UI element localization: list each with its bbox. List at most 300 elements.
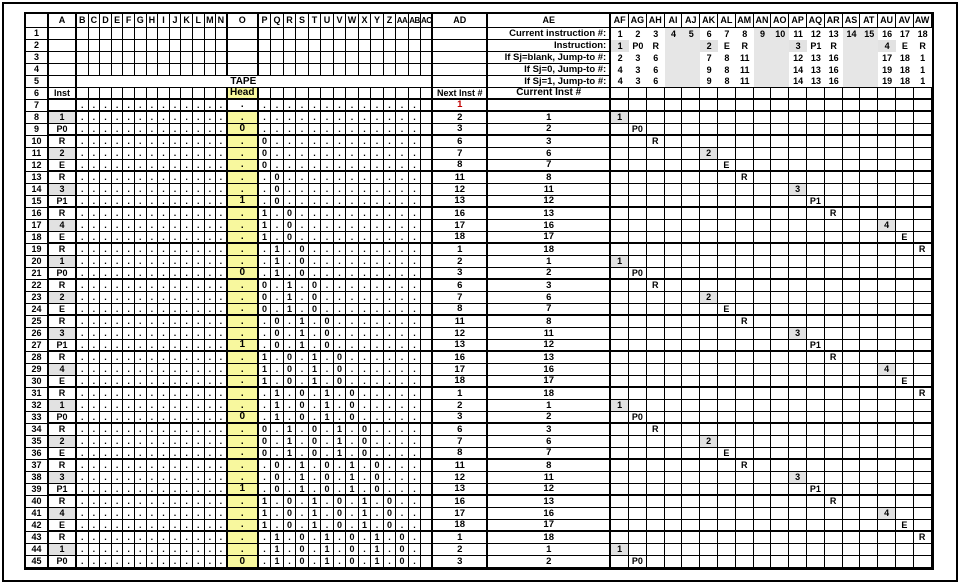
tape-cell[interactable]: . (89, 256, 101, 268)
row-header-33[interactable]: 33 (26, 412, 49, 424)
trace-cell[interactable] (682, 436, 700, 448)
tape-cell[interactable]: 0 (259, 292, 272, 304)
trace-cell[interactable] (878, 556, 896, 568)
trace-cell[interactable] (736, 448, 754, 460)
tape-cell[interactable]: . (371, 352, 384, 364)
trace-cell[interactable] (611, 328, 629, 340)
tape-cell[interactable]: . (359, 220, 372, 232)
tape-cell[interactable]: . (216, 292, 228, 304)
trace-cell[interactable] (718, 88, 736, 100)
trace-cell[interactable] (682, 328, 700, 340)
trace-cell[interactable] (771, 388, 789, 400)
tape-cell[interactable]: 1 (334, 424, 347, 436)
tape-cell[interactable]: . (147, 280, 159, 292)
trace-cell[interactable] (611, 364, 629, 376)
current-inst-cell[interactable]: 6 (488, 148, 611, 160)
trace-cell[interactable] (807, 232, 825, 244)
trace-cell[interactable]: P1 (807, 196, 825, 208)
tape-cell[interactable] (371, 40, 384, 52)
tape-cell[interactable]: . (396, 304, 409, 316)
next-inst-header[interactable]: Next Inst # (433, 88, 488, 100)
column-header-B[interactable]: B (77, 14, 89, 28)
tape-cell[interactable]: . (296, 520, 309, 532)
trace-cell[interactable] (682, 484, 700, 496)
tape-cell[interactable]: . (259, 100, 272, 112)
tape-cell[interactable]: . (147, 172, 159, 184)
tape-cell[interactable]: . (193, 436, 205, 448)
trace-cell[interactable] (629, 424, 647, 436)
trace-cell[interactable] (718, 364, 736, 376)
instruction-table-cell[interactable]: 18 (899, 52, 910, 63)
tape-cell[interactable]: . (170, 196, 182, 208)
head-cell[interactable]: . (228, 220, 259, 232)
tape-cell[interactable]: 1 (271, 400, 284, 412)
tape-cell[interactable]: . (259, 172, 272, 184)
instruction-table-cell[interactable]: 3 (653, 28, 659, 39)
trace-cell[interactable] (878, 340, 896, 352)
head-cell[interactable]: . (228, 544, 259, 556)
trace-cell[interactable] (718, 148, 736, 160)
tape-cell[interactable] (284, 40, 297, 52)
trace-cell[interactable] (843, 400, 861, 412)
tape-cell[interactable]: . (123, 400, 135, 412)
tape-cell[interactable]: . (181, 376, 193, 388)
tape-cell[interactable]: . (158, 160, 170, 172)
tape-cell[interactable]: . (409, 400, 422, 412)
tape-cell[interactable]: . (321, 220, 334, 232)
tape-cell[interactable]: . (181, 292, 193, 304)
tape-cell[interactable]: . (135, 292, 147, 304)
trace-cell[interactable] (700, 556, 718, 568)
tape-cell[interactable] (147, 28, 159, 40)
tape-cell[interactable]: . (181, 400, 193, 412)
trace-cell[interactable] (807, 496, 825, 508)
trace-cell[interactable] (754, 544, 772, 556)
tape-cell[interactable]: . (396, 244, 409, 256)
tape-cell[interactable]: 0 (296, 412, 309, 424)
tape-cell[interactable]: . (371, 400, 384, 412)
trace-cell[interactable] (914, 472, 932, 484)
tape-cell[interactable]: . (193, 256, 205, 268)
trace-cell[interactable] (771, 364, 789, 376)
tape-cell[interactable]: . (309, 256, 322, 268)
trace-cell[interactable] (789, 148, 807, 160)
tape-cell[interactable]: 1 (259, 232, 272, 244)
tape-cell[interactable]: . (158, 544, 170, 556)
tape-cell[interactable]: . (112, 160, 124, 172)
trace-cell[interactable] (718, 544, 736, 556)
trace-cell[interactable] (914, 556, 932, 568)
trace-cell[interactable] (754, 208, 772, 220)
tape-cell[interactable]: . (409, 484, 422, 496)
instruction-table-cell[interactable]: 5 (682, 28, 700, 40)
tape-cell[interactable]: . (170, 100, 182, 112)
tape-cell[interactable]: . (384, 472, 397, 484)
tape-cell[interactable]: . (123, 196, 135, 208)
tape-cell[interactable]: 0 (271, 472, 284, 484)
tape-cell[interactable]: . (147, 436, 159, 448)
trace-cell[interactable] (647, 88, 665, 100)
tape-cell[interactable]: . (409, 328, 422, 340)
tape-cell[interactable]: . (216, 208, 228, 220)
trace-cell[interactable] (665, 148, 683, 160)
trace-cell[interactable]: 1 (611, 400, 629, 412)
tape-cell[interactable]: . (193, 424, 205, 436)
tape-cell[interactable] (396, 52, 409, 64)
trace-cell[interactable] (807, 112, 825, 124)
trace-cell[interactable] (771, 412, 789, 424)
tape-cell[interactable]: . (334, 544, 347, 556)
trace-cell[interactable] (789, 232, 807, 244)
trace-cell[interactable] (629, 340, 647, 352)
trace-cell[interactable] (718, 496, 736, 508)
trace-cell[interactable] (647, 532, 665, 544)
tape-cell[interactable] (309, 64, 322, 76)
tape-cell[interactable]: . (147, 412, 159, 424)
trace-cell[interactable] (878, 376, 896, 388)
tape-cell[interactable]: . (396, 316, 409, 328)
tape-cell[interactable]: . (205, 148, 217, 160)
tape-cell[interactable]: 1 (271, 244, 284, 256)
tape-cell[interactable]: . (359, 292, 372, 304)
trace-cell[interactable] (754, 100, 772, 112)
tape-cell[interactable]: . (77, 412, 89, 424)
tape-cell[interactable]: . (296, 196, 309, 208)
tape-cell[interactable]: . (359, 244, 372, 256)
inst-cell[interactable]: E (49, 448, 77, 460)
instruction-table-cell[interactable]: 16 (828, 52, 839, 63)
tape-cell[interactable]: . (205, 352, 217, 364)
tape-cell[interactable]: . (384, 316, 397, 328)
trace-cell[interactable] (878, 208, 896, 220)
tape-cell[interactable]: . (135, 424, 147, 436)
tape-cell[interactable]: . (296, 220, 309, 232)
trace-cell[interactable] (629, 460, 647, 472)
tape-cell[interactable]: 0 (346, 544, 359, 556)
tape-cell[interactable]: . (371, 280, 384, 292)
tape-cell[interactable]: . (396, 124, 409, 136)
tape-cell[interactable]: . (147, 532, 159, 544)
tape-cell[interactable]: . (409, 436, 422, 448)
tape-cell[interactable] (135, 40, 147, 52)
tape-cell[interactable]: . (170, 400, 182, 412)
inst-cell[interactable]: 4 (49, 364, 77, 376)
trace-cell[interactable] (682, 388, 700, 400)
tape-cell[interactable]: . (181, 472, 193, 484)
current-inst-cell[interactable]: 12 (488, 484, 611, 496)
trace-cell[interactable] (665, 376, 683, 388)
trace-cell[interactable] (896, 304, 914, 316)
trace-cell[interactable] (700, 256, 718, 268)
tape-cell[interactable]: 0 (259, 436, 272, 448)
tape-cell[interactable]: . (100, 424, 112, 436)
tape-cell[interactable]: . (193, 460, 205, 472)
trace-cell[interactable] (860, 184, 878, 196)
cell-A4[interactable] (49, 64, 77, 76)
tape-cell[interactable]: . (409, 280, 422, 292)
trace-cell[interactable] (629, 208, 647, 220)
tape-cell[interactable]: 1 (359, 520, 372, 532)
trace-cell[interactable] (914, 412, 932, 424)
tape-cell[interactable]: . (321, 520, 334, 532)
trace-cell[interactable] (825, 484, 843, 496)
row-header-32[interactable]: 32 (26, 400, 49, 412)
trace-cell[interactable] (682, 364, 700, 376)
tape-cell[interactable]: . (271, 100, 284, 112)
trace-cell[interactable] (771, 520, 789, 532)
trace-cell[interactable] (647, 412, 665, 424)
next-inst-cell[interactable]: 3 (433, 124, 488, 136)
tape-cell[interactable]: . (284, 136, 297, 148)
current-inst-header[interactable]: Current Inst # (488, 88, 611, 100)
trace-cell[interactable] (825, 376, 843, 388)
trace-cell[interactable] (843, 232, 861, 244)
trace-cell[interactable] (682, 532, 700, 544)
trace-cell[interactable] (754, 400, 772, 412)
tape-cell[interactable]: . (384, 352, 397, 364)
tape-cell[interactable]: . (409, 448, 422, 460)
tape-cell[interactable]: 1 (259, 352, 272, 364)
trace-cell[interactable] (718, 184, 736, 196)
row-header-23[interactable]: 23 (26, 292, 49, 304)
tape-cell[interactable]: . (409, 208, 422, 220)
trace-cell[interactable] (825, 400, 843, 412)
trace-cell[interactable] (754, 280, 772, 292)
tape-cell[interactable]: . (359, 304, 372, 316)
tape-cell[interactable]: . (147, 112, 159, 124)
tape-cell[interactable]: . (181, 340, 193, 352)
tape-cell[interactable] (421, 100, 433, 112)
instruction-table-cell[interactable]: 4 (617, 64, 623, 75)
tape-cell[interactable]: . (170, 220, 182, 232)
trace-cell[interactable]: R (825, 208, 843, 220)
head-cell[interactable]: . (228, 256, 259, 268)
tape-cell[interactable]: . (309, 472, 322, 484)
tape-cell[interactable]: . (170, 268, 182, 280)
tape-cell[interactable]: . (334, 172, 347, 184)
instruction-table-cell[interactable]: 11 (736, 76, 754, 88)
trace-cell[interactable] (878, 160, 896, 172)
tape-cell[interactable]: . (384, 292, 397, 304)
trace-cell[interactable] (825, 148, 843, 160)
tape-cell[interactable]: . (205, 124, 217, 136)
next-inst-cell[interactable]: 18 (433, 520, 488, 532)
next-inst-cell[interactable]: 3 (433, 268, 488, 280)
tape-cell[interactable]: 0 (359, 424, 372, 436)
tape-cell[interactable] (309, 88, 322, 100)
tape-cell[interactable]: 0 (284, 376, 297, 388)
tape-cell[interactable]: . (259, 112, 272, 124)
tape-cell[interactable]: . (409, 124, 422, 136)
tape-cell[interactable]: . (205, 556, 217, 568)
trace-cell[interactable] (611, 340, 629, 352)
trace-cell[interactable] (860, 268, 878, 280)
tape-cell[interactable]: . (296, 232, 309, 244)
tape-cell[interactable] (284, 88, 297, 100)
tape-cell[interactable]: . (77, 448, 89, 460)
tape-cell[interactable]: . (89, 148, 101, 160)
tape-cell[interactable]: . (193, 508, 205, 520)
tape-cell[interactable]: 0 (396, 544, 409, 556)
tape-cell[interactable]: . (205, 436, 217, 448)
row-header-30[interactable]: 30 (26, 376, 49, 388)
tape-cell[interactable]: . (100, 256, 112, 268)
trace-cell[interactable] (771, 472, 789, 484)
trace-cell[interactable] (789, 412, 807, 424)
instruction-table-cell[interactable] (754, 40, 772, 52)
tape-cell[interactable]: . (334, 148, 347, 160)
tape-cell[interactable]: . (309, 556, 322, 568)
tape-cell[interactable]: . (384, 244, 397, 256)
trace-cell[interactable]: E (718, 304, 736, 316)
head-cell[interactable]: . (228, 160, 259, 172)
tape-cell[interactable]: . (135, 184, 147, 196)
head-cell[interactable]: . (228, 376, 259, 388)
tape-cell[interactable]: . (205, 244, 217, 256)
inst-cell[interactable]: P0 (49, 556, 77, 568)
trace-cell[interactable] (647, 556, 665, 568)
tape-cell[interactable]: 0 (271, 316, 284, 328)
tape-cell[interactable]: . (89, 496, 101, 508)
tape-cell[interactable]: 0 (284, 364, 297, 376)
tape-cell[interactable]: . (112, 472, 124, 484)
next-inst-cell[interactable]: 3 (433, 556, 488, 568)
tape-cell[interactable]: . (181, 316, 193, 328)
tape-cell[interactable]: . (112, 532, 124, 544)
tape-cell[interactable] (259, 40, 272, 52)
instruction-table-cell[interactable] (771, 64, 789, 76)
trace-cell[interactable] (914, 508, 932, 520)
tape-cell[interactable]: . (147, 124, 159, 136)
trace-cell[interactable] (914, 208, 932, 220)
trace-cell[interactable] (682, 88, 700, 100)
tape-cell[interactable]: 0 (384, 508, 397, 520)
tape-cell[interactable]: . (181, 544, 193, 556)
trace-cell[interactable] (843, 292, 861, 304)
trace-cell[interactable] (736, 544, 754, 556)
tape-cell[interactable]: . (89, 484, 101, 496)
trace-cell[interactable] (771, 424, 789, 436)
tape-cell[interactable]: . (321, 508, 334, 520)
trace-cell[interactable] (611, 280, 629, 292)
trace-cell[interactable] (611, 172, 629, 184)
tape-cell[interactable]: . (396, 352, 409, 364)
tape-cell[interactable]: 0 (296, 388, 309, 400)
tape-cell[interactable] (409, 64, 422, 76)
row-header-21[interactable]: 21 (26, 268, 49, 280)
tape-cell[interactable]: . (346, 520, 359, 532)
trace-cell[interactable] (789, 100, 807, 112)
tape-cell[interactable]: . (77, 172, 89, 184)
tape-cell[interactable] (135, 64, 147, 76)
tape-cell[interactable]: . (284, 184, 297, 196)
trace-cell[interactable] (789, 424, 807, 436)
tape-cell[interactable]: . (371, 340, 384, 352)
instruction-table-cell[interactable]: 13 (828, 28, 839, 39)
row-header-40[interactable]: 40 (26, 496, 49, 508)
trace-cell[interactable] (771, 544, 789, 556)
instruction-table-cell[interactable]: 11 (739, 52, 750, 63)
current-inst-cell[interactable]: 11 (488, 184, 611, 196)
trace-cell[interactable] (843, 472, 861, 484)
trace-cell[interactable] (896, 556, 914, 568)
trace-cell[interactable] (629, 544, 647, 556)
column-header-AR[interactable]: AR (825, 14, 843, 28)
tape-cell[interactable]: . (147, 352, 159, 364)
trace-cell[interactable] (629, 316, 647, 328)
tape-cell[interactable]: . (359, 460, 372, 472)
trace-cell[interactable] (665, 484, 683, 496)
tape-cell[interactable]: . (371, 244, 384, 256)
instruction-table-cell[interactable] (754, 52, 772, 64)
next-inst-cell[interactable]: 12 (433, 184, 488, 196)
tape-cell[interactable]: . (123, 148, 135, 160)
trace-cell[interactable] (736, 304, 754, 316)
trace-cell[interactable] (682, 352, 700, 364)
tape-cell[interactable]: . (409, 256, 422, 268)
trace-cell[interactable] (771, 172, 789, 184)
trace-cell[interactable] (665, 244, 683, 256)
tape-cell[interactable]: . (384, 148, 397, 160)
trace-cell[interactable] (771, 196, 789, 208)
tape-cell[interactable]: 1 (271, 412, 284, 424)
trace-cell[interactable] (682, 220, 700, 232)
tape-cell[interactable]: . (384, 388, 397, 400)
inst-cell[interactable]: R (49, 280, 77, 292)
tape-cell[interactable]: . (123, 472, 135, 484)
tape-cell[interactable]: . (396, 184, 409, 196)
tape-cell[interactable]: . (181, 484, 193, 496)
tape-cell[interactable]: . (346, 436, 359, 448)
tape-cell[interactable]: . (147, 400, 159, 412)
tape-cell[interactable] (147, 64, 159, 76)
tape-cell[interactable]: . (100, 292, 112, 304)
tape-cell[interactable]: . (205, 232, 217, 244)
trace-cell[interactable] (665, 292, 683, 304)
tape-cell[interactable] (421, 460, 433, 472)
tape-cell[interactable]: . (135, 364, 147, 376)
tape-cell[interactable]: . (135, 376, 147, 388)
tape-cell[interactable]: . (100, 304, 112, 316)
tape-cell[interactable] (284, 52, 297, 64)
tape-cell[interactable]: . (112, 556, 124, 568)
instruction-table-cell[interactable]: 8 (718, 76, 736, 88)
tape-cell[interactable]: . (123, 280, 135, 292)
head-cell[interactable]: . (228, 136, 259, 148)
trace-cell[interactable] (771, 100, 789, 112)
tape-cell[interactable]: . (100, 364, 112, 376)
tape-cell[interactable]: . (384, 484, 397, 496)
tape-cell[interactable] (346, 88, 359, 100)
tape-cell[interactable]: . (384, 232, 397, 244)
tape-cell[interactable]: . (100, 484, 112, 496)
trace-cell[interactable] (771, 400, 789, 412)
tape-cell[interactable] (359, 28, 372, 40)
tape-cell[interactable]: 1 (296, 460, 309, 472)
tape-cell[interactable]: 0 (259, 424, 272, 436)
trace-cell[interactable] (754, 352, 772, 364)
instruction-table-cell[interactable] (682, 64, 700, 76)
tape-cell[interactable]: . (309, 328, 322, 340)
instruction-table-label-4[interactable]: If Sj=0, Jump-to #: (488, 64, 611, 76)
tape-cell[interactable]: . (384, 556, 397, 568)
column-header-AB[interactable]: AB (409, 14, 422, 28)
trace-cell[interactable] (771, 208, 789, 220)
tape-cell[interactable]: . (396, 256, 409, 268)
trace-cell[interactable] (807, 556, 825, 568)
column-header-R[interactable]: R (284, 14, 297, 28)
trace-cell[interactable] (878, 496, 896, 508)
